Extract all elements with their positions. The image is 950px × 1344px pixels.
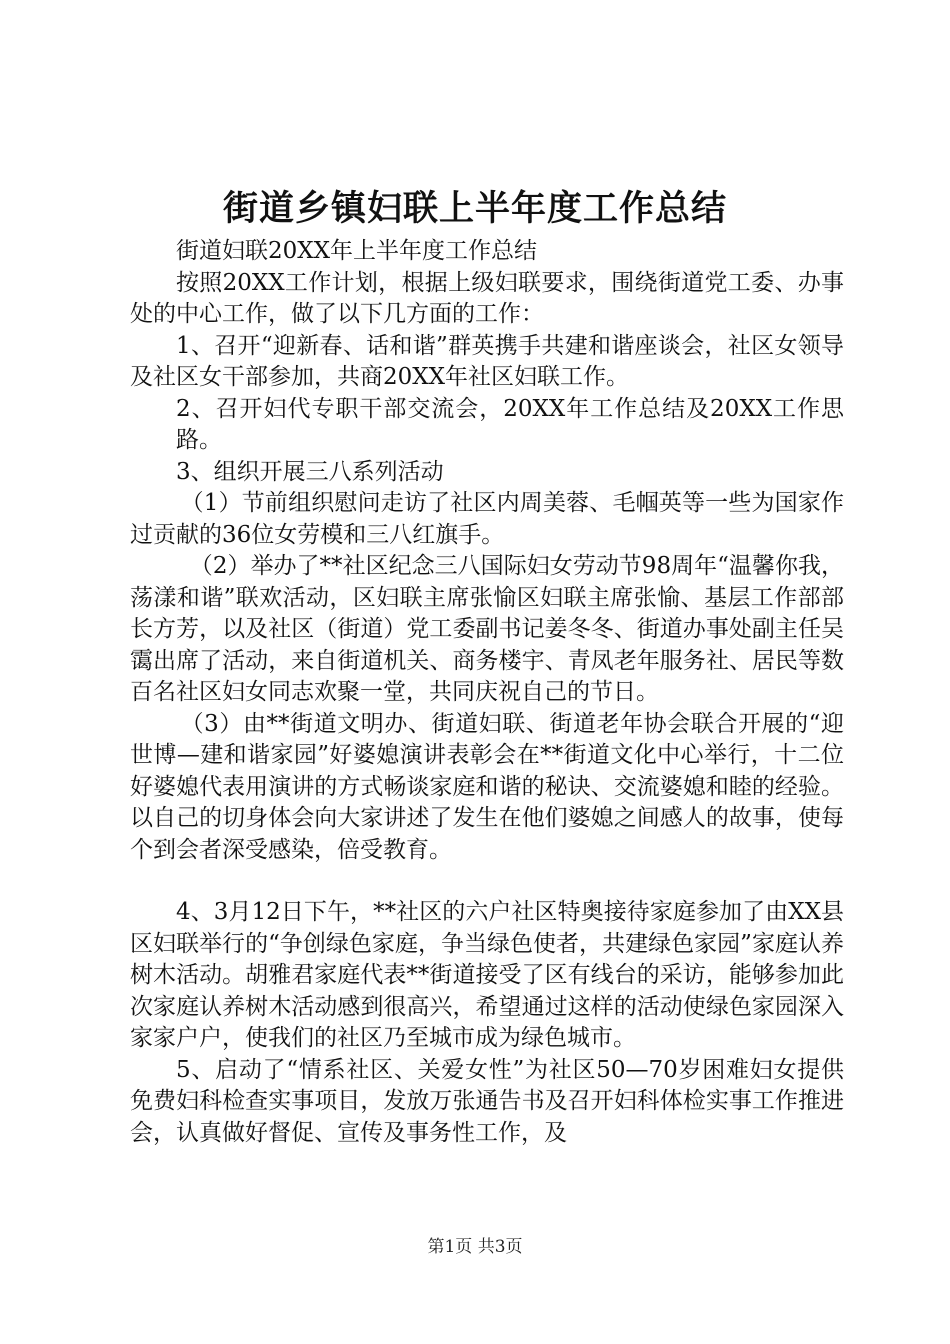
paragraph-item-3-1: （1）节前组织慰问走访了社区内周美蓉、毛帼英等一些为国家作过贡献的36位女劳模和三八红旗手。 bbox=[130, 490, 844, 548]
document-body bbox=[130, 236, 844, 1149]
paragraph-item-3-2: （2）举办了**社区纪念三八国际妇女劳动节98周年“温馨你我，荡漾和谐”联欢活动，区妇联主席张愉区妇联主席张愉、基层工作部部长方芳，以及社区（街道）党工委副书记姜冬冬、街道办事处副主任吴霭出席了活动，来自街道机关、商务楼宇、青凤老年服务社、居民等数百名社区妇女同志欢聚一堂，共同庆祝自己的节日。 bbox=[130, 553, 844, 705]
paragraph-item-5: 5、启动了“情系社区、关爱女性”为社区50—70岁困难妇女提供免费妇科检查实事项目，发放万张通告书及召开妇科体检实事工作推进会，认真做好督促、宣传及事务性工作，及 bbox=[130, 1056, 844, 1146]
paragraph-item-3: 3、组织开展三八系列活动 bbox=[176, 458, 444, 485]
paragraph-item-1: 1、召开“迎新春、话和谐”群英携手共建和谐座谈会，社区女领导及社区女干部参加，共商20XX年社区妇联工作。 bbox=[130, 332, 844, 390]
paragraph-item-4: 4、3月12日下午，**社区的六户社区特奥接待家庭参加了由XX县区妇联举行的“争创绿色家庭，争当绿色使者，共建绿色家园”家庭认养树木活动。胡雅君家庭代表**街道接受了区有线台的采访，能够参加此次家庭认养树木活动感到很高兴，希望通过这样的活动使绿色家园深入家家户户，使我们的社区乃至城市成为绿色城市。 bbox=[130, 899, 844, 1051]
paragraph-item-2: 2、召开妇代专职干部交流会，20XX年工作总结及20XX工作思路。 bbox=[176, 395, 844, 453]
paragraph-subtitle: 街道妇联20XX年上半年度工作总结 bbox=[176, 238, 538, 264]
page-number-footer: 第1页 共3页 bbox=[427, 1237, 523, 1257]
paragraph-intro: 按照20XX工作计划，根据上级妇联要求，围绕街道党工委、办事处的中心工作，做了以下几方面的工作： bbox=[130, 269, 844, 327]
paragraph-item-3-3: （3）由**街道文明办、街道妇联、街道老年协会联合开展的“迎世博—建和谐家园”好婆媳演讲表彰会在**街道文化中心举行，十二位好婆媳代表用演讲的方式畅谈家庭和谐的秘诀、交流婆媳和睦的经验。以自己的切身体会向大家讲述了发生在他们婆媳之间感人的故事，使每个到会者深受感染，倍受教育。 bbox=[130, 710, 844, 863]
document-title: 街道乡镇妇联上半年度工作总结 bbox=[222, 188, 727, 229]
